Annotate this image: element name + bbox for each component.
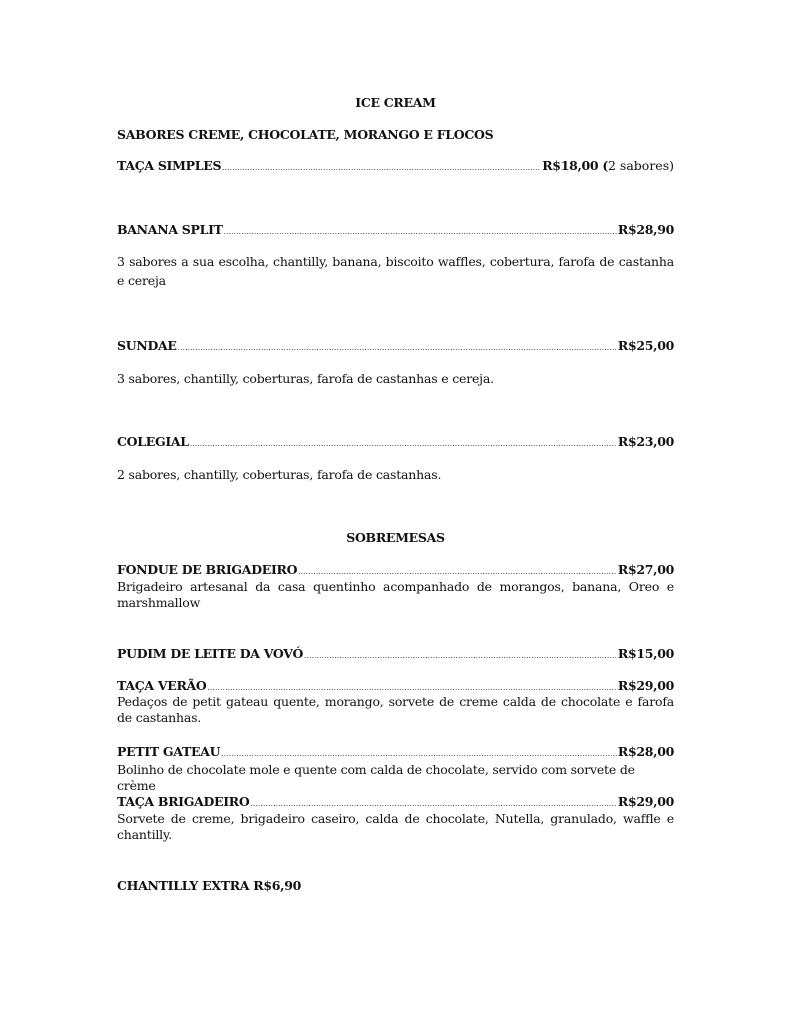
dot-leader	[190, 440, 617, 448]
menu-item-banana-split	[117, 222, 674, 237]
item-price: R$29,00	[617, 678, 674, 693]
chantilly-extra: CHANTILLY EXTRA R$6,90	[117, 878, 301, 893]
dot-leader	[222, 164, 541, 172]
item-price: R$18,00 (	[542, 158, 608, 173]
flavors-line: SABORES CREME, CHOCOLATE, MORANGO E FLOCOS	[117, 127, 494, 142]
menu-item-taca-simples	[117, 158, 674, 173]
dot-leader	[208, 684, 617, 692]
menu-item-colegial	[117, 434, 674, 449]
item-description: 3 sabores, chantilly, coberturas, farofa de castanhas e cereja.	[117, 371, 494, 386]
item-name: SUNDAE	[117, 338, 177, 353]
item-description: Brigadeiro artesanal da casa quentinho acompanhado de morangos, banana, Oreo e marshmallow	[117, 579, 674, 610]
item-name: BANANA SPLIT	[117, 222, 223, 237]
dot-leader	[178, 344, 617, 352]
sobremesas-title: SOBREMESAS	[346, 530, 445, 545]
item-description: 3 sabores a sua escolha, chantilly, banana, biscoito waffles, cobertura, farofa de castanha e cereja	[117, 254, 674, 288]
item-note: 2 sabores)	[608, 158, 674, 173]
item-price: R$29,00	[617, 794, 674, 809]
dot-leader	[221, 750, 617, 758]
item-price: R$23,00	[617, 434, 674, 449]
item-name: TAÇA BRIGADEIRO	[117, 794, 250, 809]
item-description: Bolinho de chocolate mole e quente com calda de chocolate, servido com sorvete de crème	[117, 762, 635, 793]
dot-leader	[224, 228, 617, 236]
item-description: Pedaços de petit gateau quente, morango, sorvete de creme calda de chocolate e farofa de castanhas.	[117, 694, 674, 725]
item-price: R$28,90	[617, 222, 674, 237]
item-price: R$25,00	[617, 338, 674, 353]
menu-item-pudim	[117, 646, 674, 661]
item-name: FONDUE DE BRIGADEIRO	[117, 562, 298, 577]
item-price: R$27,00	[617, 562, 674, 577]
menu-item-sundae	[117, 338, 674, 353]
menu-item-fondue	[117, 562, 674, 577]
dot-leader	[298, 568, 617, 576]
item-description: 2 sabores, chantilly, coberturas, farofa de castanhas.	[117, 467, 442, 482]
menu-item-taca-brigadeiro	[117, 794, 674, 809]
dot-leader	[250, 800, 616, 808]
item-description: Sorvete de creme, brigadeiro caseiro, calda de chocolate, Nutella, granulado, waffle e chantilly.	[117, 811, 674, 842]
item-price: R$28,00	[617, 744, 674, 759]
item-name: COLEGIAL	[117, 434, 189, 449]
item-price: R$15,00	[617, 646, 674, 661]
dot-leader	[304, 652, 617, 660]
menu-item-petit-gateau	[117, 744, 674, 759]
item-name: PETIT GATEAU	[117, 744, 221, 759]
menu-item-taca-verao	[117, 678, 674, 693]
item-name: PUDIM DE LEITE DA VOVÓ	[117, 646, 304, 661]
item-name: TAÇA VERÃO	[117, 678, 207, 693]
item-name: TAÇA SIMPLES	[117, 158, 222, 173]
ice-cream-title: ICE CREAM	[355, 95, 436, 110]
